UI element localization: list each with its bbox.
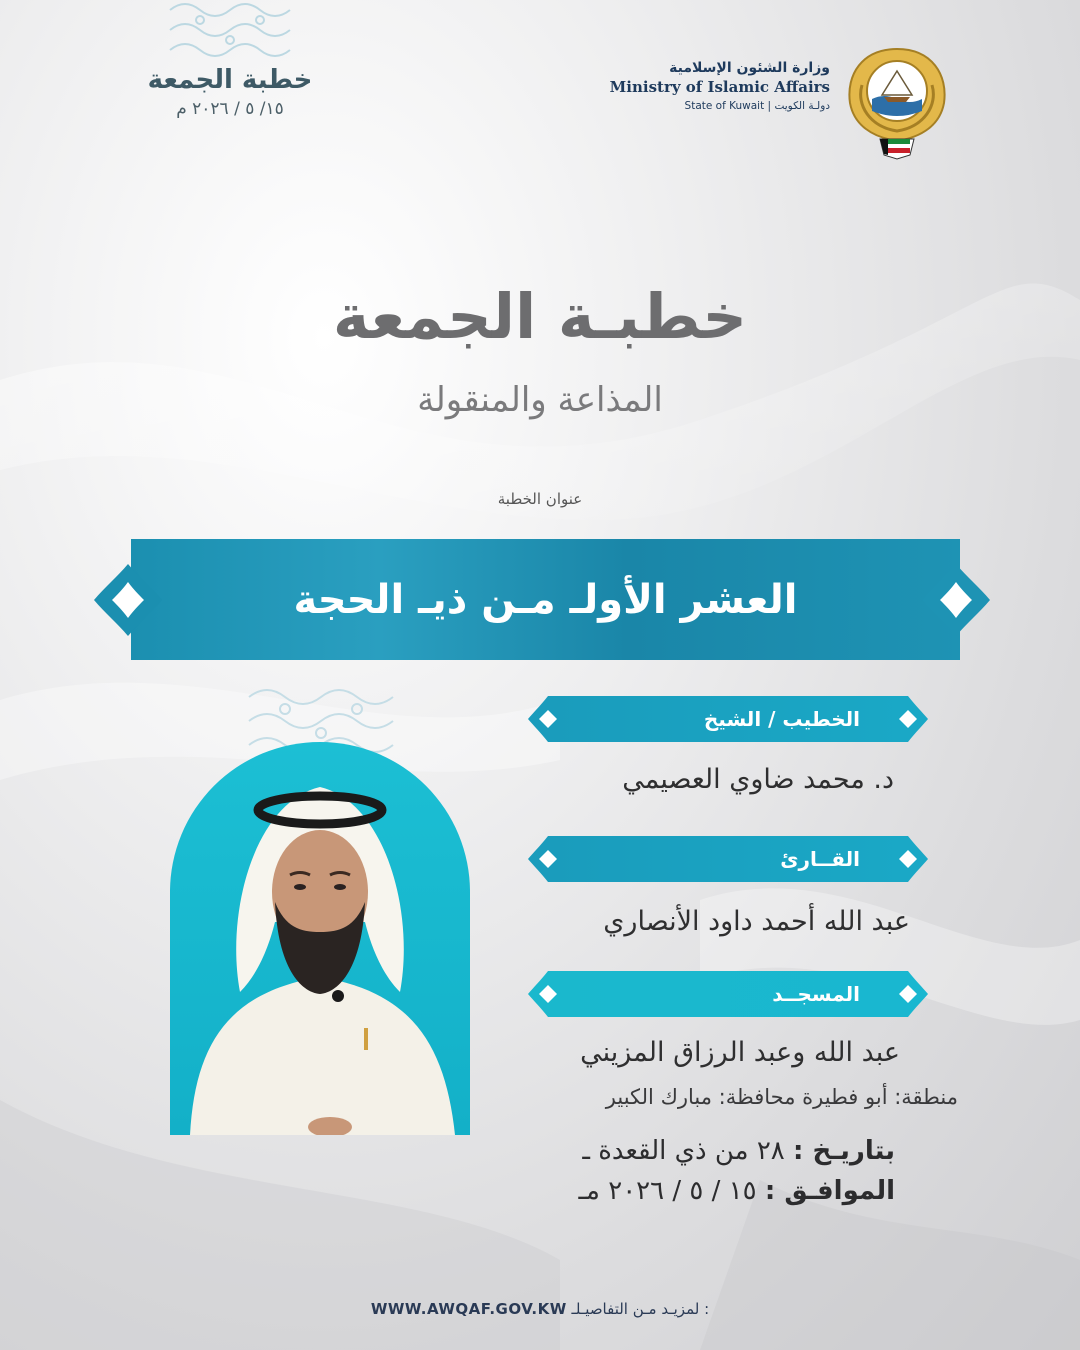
sub-title: المذاعة والمنقولة [417,380,663,420]
speaker-photo [170,742,470,1135]
main-title: خطبـة الجمعة [332,280,748,353]
qari-label: القــارئ [780,847,860,871]
sermon-title-banner [131,539,960,660]
top-left-block [130,65,330,119]
gregorian-date [578,1176,895,1206]
hijri-label: بتاريـخ : [793,1136,895,1166]
qari-label-pill [548,836,908,882]
footer [0,1300,1080,1318]
khateeb-label: الخطيب / الشيخ [703,707,860,731]
greg-label: الموافـق : [764,1176,895,1206]
diamond-icon [894,696,928,742]
diamond-icon [528,971,562,1017]
mosque-name: عبد الله وعبد الرزاق المزيني [580,1037,900,1068]
top-left-date: ١٥/ ٥ / ٢٠٢٦ م [176,99,284,119]
khateeb-name: د. محمد ضاوي العصيمي [622,764,894,795]
diamond-icon [528,836,562,882]
top-left-title: خطبة الجمعة [147,65,313,95]
mosque-label-pill [548,971,908,1017]
ministry-name-en: Ministry of Islamic Affairs [609,78,830,96]
diamond-icon [894,836,928,882]
greg-value: ١٥ / ٥ / ٢٠٢٦ مـ [578,1176,757,1206]
state-en: State of Kuwait [684,100,765,112]
ministry-header [610,60,830,112]
state-separator: | [767,100,775,112]
khateeb-label-pill [548,696,908,742]
mosque-label: المسجــد [772,982,860,1006]
footer-label: لمزيـد مـن التفاصيـلـ : [571,1300,710,1318]
hijri-date [582,1136,895,1166]
diamond-icon [528,696,562,742]
ministry-name-ar: وزارة الشئون الإسلامية [669,60,830,76]
qari-name: عبد الله أحمد داود الأنصاري [603,906,910,937]
sermon-label: عنوان الخطبة [497,490,583,508]
sermon-title: العشر الأولـ مـن ذيـ الحجة [293,576,798,623]
hijri-value: ٢٨ من ذي القعدة ـ [582,1136,785,1166]
speaker-illustration [170,742,470,1135]
website-link[interactable]: WWW.AWQAF.GOV.KW [370,1300,567,1318]
diamond-icon [920,562,992,638]
mosque-district: منطقة: أبو فطيرة محافظة: مبارك الكبير [605,1085,958,1109]
kuwait-emblem-icon [842,45,952,160]
lattice-pattern-icon [160,0,310,60]
diamond-icon [92,562,164,638]
state-ar: دولـة الكويت [774,100,830,112]
diamond-icon [894,971,928,1017]
ministry-state [610,100,830,112]
